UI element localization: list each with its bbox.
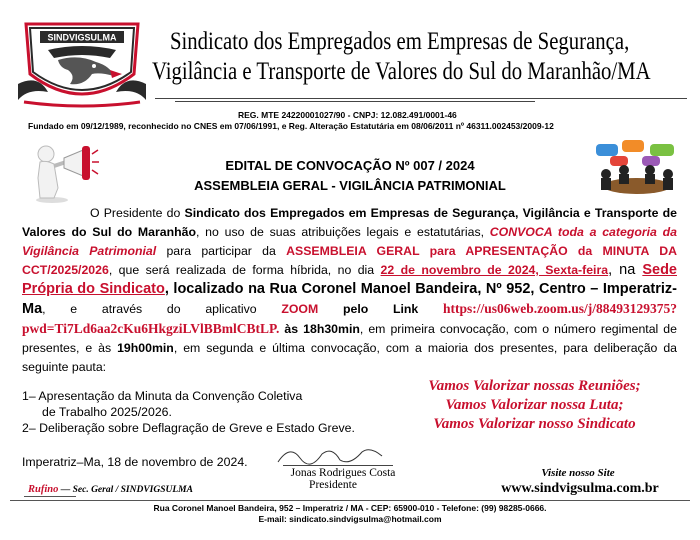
convocation-paragraph [22,204,677,377]
footer-email[interactable]: E-mail: sindicato.sindvigsulma@hotmail.com [258,514,442,524]
site-label: Visite nosso Site [541,467,615,479]
convoca-text: CONVOCA toda a categoria da Vigilância Patrimonial [22,225,677,258]
notice-subtitle: ASSEMBLEIA GERAL - VIGILÂNCIA PATRIMONIAL [194,178,506,193]
assembly-title: ASSEMBLEIA GERAL para APRESENTAÇÃO da MINUTA DA CCT/2025/2026 [22,244,677,277]
footer-address: Rua Coronel Manoel Bandeira, 952 – Imperatriz / MA - CEP: 65900-010 - Telefone: (99) 98285-0666. [153,503,547,513]
secretary-line [24,496,76,497]
agenda-item-1-cont: de Trabalho 2025/2026. [42,405,172,419]
president-name: Jonas Rodrigues Costa [290,467,396,479]
venue-address: , localizado na Rua Coronel Manoel Bandeira, Nº 952, Centro – Imperatriz-Ma [22,281,678,317]
slogan-2: Vamos Valorizar nossa Luta; [445,397,624,413]
union-name-line1: Sindicato dos Empregados em Empresas de Segurança, [170,28,630,55]
para-text-1: O Presidente do [90,206,185,220]
union-name-line2: Vigilância e Transporte de Valores do Sul do Maranhão/MA [152,58,651,85]
zoom-label: ZOOM [281,302,319,316]
first-call-time: às 18h30min [279,322,360,336]
secretary-role: — Sec. Geral / SINDVIGSULMA [58,485,193,495]
header-divider-short [175,101,535,102]
slogan-1: Vamos Valorizar nossas Reuniões; [428,378,641,394]
secretary-signature [28,484,193,495]
eagle-shield-logo-icon [18,14,146,114]
second-call-time: 19h00min [117,341,174,355]
meeting-chat-icon [592,140,682,198]
para-text-19: , em segunda e última convocação, com a maioria dos presentes, para deliberação da seguinte pauta: [22,341,677,374]
president-role: Presidente [309,479,357,491]
para-text-3: , no uso de suas atribuições legais e estatutárias, [196,225,490,239]
para-text-7: , que será realizada de forma híbrida, no dia [108,263,381,277]
para-text-5: para participar da [156,244,287,258]
para-text-17: , em primeira convocação, com o número regimental de presentes, e às [22,322,677,355]
secretary-name: Rufino [28,484,59,495]
union-logo [18,14,146,114]
site-url[interactable]: www.sindvigsulma.com.br [501,481,659,496]
union-name-bold: Sindicato dos Empregados em Empresas de Segurança, Vigilância e Transporte de Valores do Sul do Maranhão [22,206,678,239]
signature-line [283,465,393,466]
para-text-14: pelo Link [318,302,443,316]
para-text-9: , na [608,262,643,278]
place-date: Imperatriz–Ma, 18 de novembro de 2024. [22,455,248,469]
slogan-3: Vamos Valorizar nosso Sindicato [433,416,636,432]
para-text-12: , e através do aplicativo [42,302,282,316]
meeting-date: 22 de novembro de 2024, Sexta-feira [380,263,609,277]
notice-title: EDITAL DE CONVOCAÇÃO Nº 007 / 2024 [225,158,475,173]
venue-name: Sede Própria do Sindicato [22,262,677,297]
header-divider [155,98,687,99]
agenda-item-2: 2– Deliberação sobre Deflagração de Greve e Estado Greve. [22,421,355,435]
founding-info: Fundado em 09/12/1989, reconhecido no CNES em 07/06/1991, e Reg. Alteração Estatutária em 08/06/2011 nº 46311.002453/2009-12 [28,121,554,131]
footer-divider [10,500,690,501]
registration-info: REG. MTE 24220001027/90 - CNPJ: 12.082.491/0001-46 [238,110,457,120]
logo-text: SINDVIGSULMA [47,32,117,43]
agenda-item-1: 1– Apresentação da Minuta da Convenção Coletiva [22,389,303,403]
zoom-link[interactable]: https://us06web.zoom.us/j/88493129375?pwd=Ti7Ld6aa2cKu6HkgziLVlBBmlCBtLP. [22,301,677,336]
